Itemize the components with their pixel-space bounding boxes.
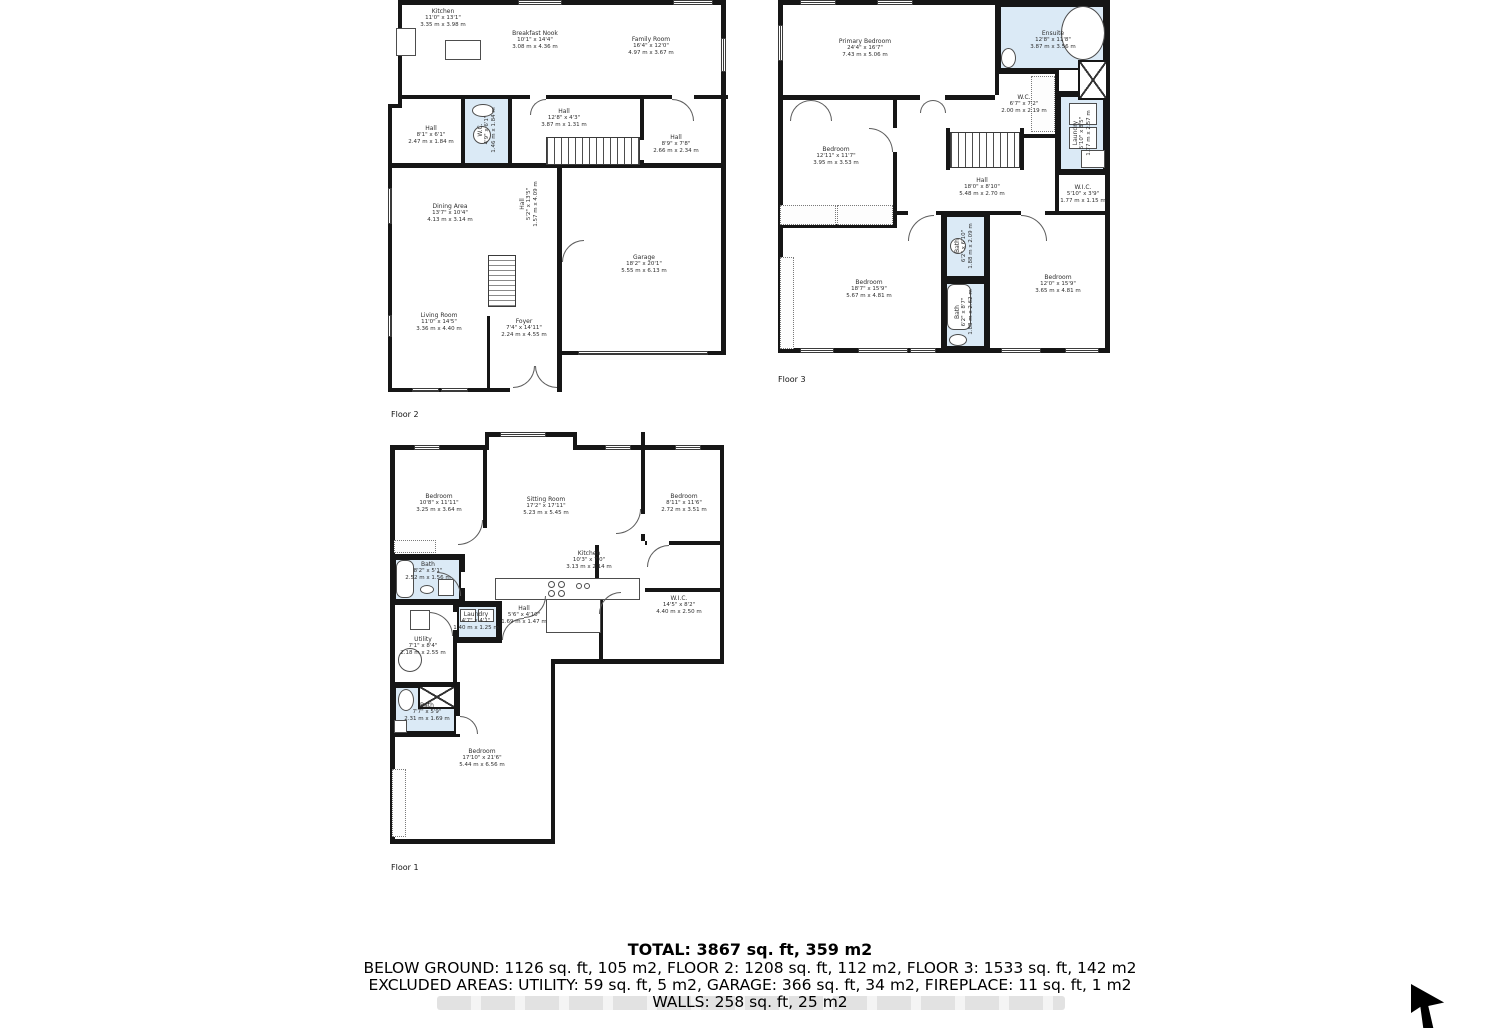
room-name: Dining Area [432, 202, 468, 210]
room-metric: 2.24 m x 4.55 m [501, 331, 547, 338]
room-name: Bedroom [822, 145, 850, 153]
room-name: Bedroom [1044, 273, 1072, 281]
window [800, 0, 836, 5]
room-label [400, 636, 445, 656]
room-name: Utility [414, 635, 432, 643]
room-label [1060, 184, 1105, 204]
room-name: Bath [420, 701, 434, 709]
window [800, 348, 834, 353]
door-swing-arc [1021, 215, 1047, 241]
room-metric: 1.46 m x 1.84 m [490, 107, 497, 153]
room-metric: 4.97 m x 3.67 m [628, 49, 674, 56]
room-metric: 2.47 m x 1.84 m [408, 138, 454, 145]
door-swing-arc [429, 612, 453, 636]
room-metric: 3.87 m x 1.31 m [541, 121, 587, 128]
wall [557, 167, 562, 388]
fixture-circle [548, 590, 555, 597]
window [578, 351, 708, 355]
wall [461, 95, 465, 167]
room-name: Hall [976, 176, 988, 184]
summary-floors: BELOW GROUND: 1126 sq. ft, 105 m2, FLOOR 2: 1208 sq. ft, 112 m2, FLOOR 3: 1533 sq. ft, 142 m2 [363, 959, 1137, 977]
room-imperial: 12'8" x 11'8" [1035, 37, 1071, 44]
summary-total: TOTAL: 3867 sq. ft, 359 m2 [627, 940, 873, 959]
doorway-opening [461, 572, 465, 588]
room-name: W.I.C. [1074, 183, 1092, 191]
room-imperial: 18'2" x 20'1" [626, 261, 662, 268]
closet-area [392, 769, 406, 837]
door-swing-arc [647, 545, 669, 567]
room-name: Kitchen [431, 7, 455, 15]
room-label [523, 496, 568, 516]
window [412, 388, 439, 392]
room-name: Kitchen [577, 549, 601, 557]
room-metric: 5.44 m x 6.56 m [459, 761, 505, 768]
door-swing-arc [616, 509, 641, 534]
fixture-circle [576, 583, 582, 589]
room-imperial: 18'7" x 15'9" [851, 286, 887, 293]
summary-excluded: EXCLUDED AREAS: UTILITY: 59 sq. ft, 5 m2, GARAGE: 366 sq. ft, 34 m2, FIREPLACE: 11 sq. ft, 1 m2 [368, 976, 1132, 994]
window [441, 388, 468, 392]
room-imperial: 10'8" x 11'11" [419, 500, 459, 507]
wall [551, 660, 555, 844]
room-name: W.I.C. [670, 594, 688, 602]
room-name: Bedroom [855, 278, 883, 286]
room-imperial: 8'1" x 6'1" [416, 132, 446, 139]
room-metric: 1.77 m x 1.15 m [1060, 197, 1106, 204]
room-metric: 3.36 m x 4.40 m [416, 325, 462, 332]
room-name: Bedroom [425, 492, 453, 500]
room-imperial: 12'11" x 11'7" [816, 153, 856, 160]
room-name: Primary Bedroom [838, 37, 892, 45]
room-name: Hall [425, 124, 437, 132]
wall [986, 215, 990, 352]
wall [551, 659, 724, 664]
room-imperial: 6'7" x 7'2" [1009, 101, 1039, 108]
room-name: Hall [670, 133, 682, 141]
room-label [404, 702, 449, 722]
fixture-circle [558, 581, 565, 588]
room-label [653, 134, 698, 154]
door-swing-arc [908, 215, 934, 241]
room-imperial: 24'4" x 16'7" [847, 45, 883, 52]
wall [390, 733, 460, 737]
door-swing-arc [811, 100, 832, 121]
room-imperial: 7'7" x 5'9" [412, 709, 442, 716]
wall [487, 316, 490, 388]
room-label [1035, 274, 1080, 294]
wall [575, 445, 724, 450]
window [605, 445, 631, 450]
room-metric: 3.35 m x 3.98 m [420, 21, 466, 28]
doorway-opening [641, 514, 645, 534]
room-label [656, 595, 701, 615]
room-label [416, 493, 461, 513]
room-metric: 5.67 m x 4.81 m [846, 292, 892, 299]
floor-1-caption: Floor 1 [391, 863, 419, 872]
room-metric: 2.66 m x 2.34 m [653, 147, 699, 154]
door-swing-arc [513, 366, 535, 388]
door-swing-arc [869, 128, 893, 152]
room-label [408, 125, 453, 145]
wall [721, 163, 726, 355]
room-label [477, 107, 497, 152]
room-metric: 5.23 m x 5.45 m [523, 509, 569, 516]
closet-area [837, 205, 893, 225]
room-label [661, 493, 706, 513]
window [910, 348, 936, 353]
window [858, 348, 908, 353]
window [1001, 348, 1041, 353]
wall [995, 70, 1055, 74]
room-metric: 3.65 m x 4.81 m [1035, 287, 1081, 294]
room-label [420, 8, 465, 28]
room-imperial: 6'2" x 8'7" [961, 297, 968, 327]
room-imperial: 5'10" x 8'5" [1079, 116, 1086, 150]
room-metric: 2.18 m x 2.55 m [400, 649, 446, 656]
room-imperial: 5'2" x 13'5" [526, 187, 533, 221]
room-metric: 7.43 m x 5.06 m [842, 51, 888, 58]
room-label [566, 550, 611, 570]
room-imperial: 6'2" x 6'10" [961, 229, 968, 263]
room-metric: 1.69 m x 1.47 m [501, 618, 547, 625]
room-label [541, 108, 586, 128]
room-name: Hall [558, 107, 570, 115]
wall [941, 215, 945, 352]
fixture-circle [548, 581, 555, 588]
room-imperial: 10'3" x 7'0" [572, 557, 606, 564]
area-summary [0, 940, 1500, 1018]
fixture-outline [410, 610, 430, 630]
room-metric: 3.95 m x 3.53 m [813, 159, 859, 166]
door-swing-arc [933, 100, 946, 113]
window [721, 38, 726, 72]
room-label [512, 30, 558, 50]
room-label [405, 561, 450, 581]
room-label [959, 177, 1004, 197]
door-swing-arc [672, 99, 694, 121]
room-label [1072, 110, 1092, 155]
doorway-opening [483, 528, 487, 545]
room-metric: 4.40 m x 2.50 m [656, 608, 702, 615]
doorway-opening [510, 388, 557, 392]
door-swing-arc [790, 100, 811, 121]
wall [721, 0, 726, 168]
room-label [501, 318, 546, 338]
floor-canvas-2 [388, 432, 728, 844]
fixture-ellipse [420, 585, 434, 594]
wall [390, 554, 465, 558]
wall [388, 104, 392, 392]
room-label [954, 223, 974, 268]
stairs [950, 132, 1020, 168]
window [1065, 348, 1099, 353]
room-metric: 1.40 m x 1.25 m [453, 624, 499, 631]
fixture-outline [396, 28, 416, 56]
fixture-circle [558, 590, 565, 597]
room-label [416, 312, 461, 332]
room-label [519, 181, 539, 226]
wall [1055, 171, 1110, 175]
room-label [1030, 30, 1075, 50]
crossed-fixture [1078, 60, 1108, 100]
room-name: W.C. [476, 123, 484, 137]
room-imperial: 4'7" x 4'1" [461, 618, 491, 625]
room-imperial: 7'1" x 8'4" [408, 643, 438, 650]
floor-2-caption: Floor 2 [391, 410, 419, 419]
doorway-opening [893, 128, 897, 152]
door-swing-arc [535, 366, 557, 388]
doorway-opening [640, 140, 644, 160]
wall [455, 639, 500, 643]
room-imperial: 5'10" x 3'9" [1066, 191, 1100, 198]
room-name: Bedroom [468, 747, 496, 755]
room-label [1001, 94, 1046, 114]
room-name: Living Room [420, 311, 458, 319]
room-label [459, 748, 504, 768]
room-metric: 1.77 m x 2.57 m [1085, 110, 1092, 156]
room-name: Bedroom [670, 492, 698, 500]
floor-canvas-0 [388, 0, 728, 392]
fixture-ellipse [949, 334, 967, 346]
room-imperial: 8'9" x 7'8" [661, 141, 691, 148]
wall [893, 100, 897, 228]
window [673, 0, 713, 5]
room-imperial: 11'0" x 13'1" [425, 15, 461, 22]
window [675, 445, 701, 450]
room-imperial: 14'5" x 8'2" [662, 602, 696, 609]
wall [941, 278, 990, 282]
room-metric: 3.08 m x 4.36 m [512, 43, 558, 50]
window [388, 315, 392, 337]
room-name: Family Room [631, 35, 671, 43]
room-imperial: 5'6" x 4'10" [507, 612, 541, 619]
room-imperial: 12'8" x 4'3" [547, 115, 581, 122]
floor-canvas-1 [773, 0, 1115, 358]
room-imperial: 7'4" x 14'11" [506, 325, 542, 332]
room-imperial: 12'0" x 15'9" [1040, 281, 1076, 288]
window [778, 25, 783, 61]
room-metric: 1.88 m x 2.62 m [967, 289, 974, 335]
room-name: Hall [518, 604, 530, 612]
room-label [954, 289, 974, 334]
room-metric: 2.00 m x 2.19 m [1001, 107, 1047, 114]
door-swing-arc [920, 100, 933, 113]
room-name: Ensuite [1041, 29, 1065, 37]
room-imperial: 4'9" x 6'1" [484, 115, 491, 145]
room-metric: 1.57 m x 4.09 m [532, 181, 539, 227]
room-name: Breakfast Nook [512, 29, 558, 37]
wall [390, 839, 555, 844]
window [414, 445, 440, 450]
room-label [813, 146, 858, 166]
wall [1105, 0, 1110, 353]
room-name: Hall [518, 198, 526, 210]
room-name: Sitting Room [526, 495, 566, 503]
fixture-circle [584, 583, 590, 589]
room-metric: 3.13 m x 2.14 m [566, 563, 612, 570]
room-name: Garage [633, 253, 655, 261]
room-metric: 5.48 m x 2.70 m [959, 190, 1005, 197]
room-metric: 3.25 m x 3.64 m [416, 506, 462, 513]
room-imperial: 16'4" x 12'0" [633, 43, 669, 50]
room-imperial: 10'1" x 14'4" [517, 37, 553, 44]
window [518, 0, 562, 5]
room-label [839, 38, 891, 58]
wall [1020, 128, 1024, 170]
closet-area [780, 257, 794, 349]
fixture-outline [445, 40, 481, 60]
floor-3-caption: Floor 3 [778, 375, 806, 384]
room-label [846, 279, 891, 299]
room-metric: 2.72 m x 3.51 m [661, 506, 707, 513]
room-name: Laundry [1071, 120, 1079, 146]
closet-area [780, 205, 836, 225]
room-imperial: 17'2" x 17'11" [526, 503, 566, 510]
room-name: Bath [953, 305, 961, 319]
fixture-ellipse [1001, 48, 1016, 68]
room-imperial: 18'0" x 8'10" [964, 184, 1000, 191]
room-label [628, 36, 673, 56]
wall [508, 95, 512, 167]
room-metric: 4.13 m x 3.14 m [427, 216, 473, 223]
room-imperial: 8'2" x 5'1" [413, 568, 443, 575]
window [500, 432, 546, 437]
room-imperial: 11'0" x 14'5" [421, 319, 457, 326]
room-name: W.C. [1017, 93, 1031, 101]
summary-walls: WALLS: 258 sq. ft, 25 m2 [652, 993, 848, 1011]
room-label [453, 611, 498, 631]
summary-walls-row [0, 994, 1500, 1018]
closet-area [394, 540, 436, 553]
room-imperial: 13'7" x 10'4" [432, 210, 468, 217]
room-imperial: 8'11" x 11'6" [666, 500, 702, 507]
room-label [427, 203, 472, 223]
room-metric: 2.31 m x 1.69 m [404, 715, 450, 722]
wall [390, 601, 502, 605]
wall [1055, 70, 1059, 211]
room-name: Foyer [515, 317, 533, 325]
room-label [621, 254, 666, 274]
room-name: Bath [421, 560, 435, 568]
room-metric: 5.55 m x 6.13 m [621, 267, 667, 274]
window [877, 0, 913, 5]
door-swing-arc [460, 716, 478, 734]
stairs [488, 255, 516, 307]
room-metric: 3.87 m x 3.56 m [1030, 43, 1076, 50]
room-name: Bath [953, 239, 961, 253]
stairs [546, 137, 640, 165]
door-swing-arc [458, 520, 483, 545]
room-name: Laundry [463, 610, 489, 618]
wall [720, 445, 724, 664]
room-imperial: 17'10" x 21'6" [462, 755, 502, 762]
room-metric: 1.88 m x 2.09 m [967, 223, 974, 269]
room-label [501, 605, 546, 625]
wall [995, 0, 999, 95]
room-metric: 2.52 m x 1.56 m [405, 574, 451, 581]
window [388, 188, 392, 224]
